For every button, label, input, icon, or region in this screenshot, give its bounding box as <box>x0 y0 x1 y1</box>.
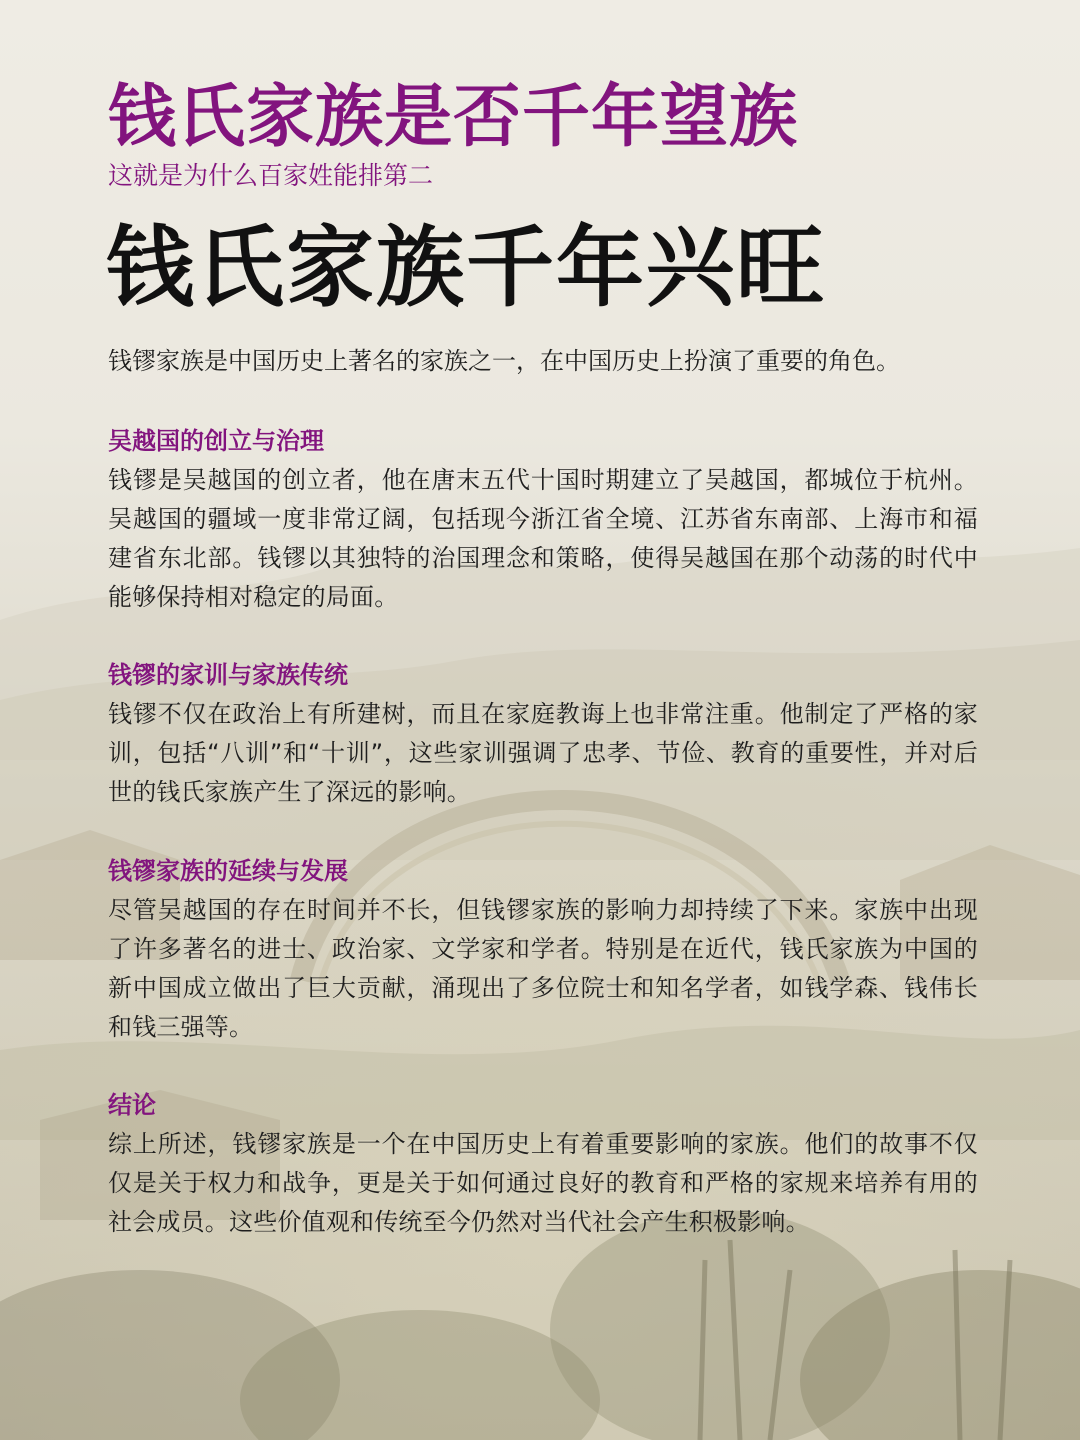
page-title: 钱氏家族是否千年望族 <box>108 78 799 157</box>
section-body: 综上所述，钱镠家族是一个在中国历史上有着重要影响的家族。他们的故事不仅仅是关于权力和战争，更是关于如何通过良好的教育和严格的家规来培养有用的社会成员。这些价值观和传统至今仍然对当代社会产生积极影响。 <box>108 1130 978 1236</box>
section-body: 尽管吴越国的存在时间并不长，但钱镠家族的影响力却持续了下来。家族中出现了许多著名的进士、政治家、文学家和学者。特别是在近代，钱氏家族为中国的新中国成立做出了巨大贡献，涌现出了多位院士和知名学者，如钱学森、钱伟长和钱三强等。 <box>108 896 978 1041</box>
section-founding <box>108 422 978 617</box>
section-heading: 钱镠家族的延续与发展 <box>108 857 348 885</box>
section-heading: 吴越国的创立与治理 <box>108 427 324 455</box>
section-heading: 钱镠的家训与家族传统 <box>108 661 348 689</box>
headline: 钱氏家族千年兴旺 <box>106 216 827 319</box>
subtitle: 这就是为什么百家姓能排第二 <box>108 161 434 190</box>
intro-paragraph: 钱镠家族是中国历史上著名的家族之一，在中国历史上扮演了重要的角色。 <box>108 347 900 375</box>
section-heading: 结论 <box>108 1091 156 1119</box>
section-continuation <box>108 852 978 1047</box>
section-body: 钱镠是吴越国的创立者，他在唐末五代十国时期建立了吴越国，都城位于杭州。吴越国的疆域一度非常辽阔，包括现今浙江省全境、江苏省东南部、上海市和福建省东北部。钱镠以其独特的治国理念和策略，使得吴越国在那个动荡的时代中能够保持相对稳定的局面。 <box>108 466 978 611</box>
section-body: 钱镠不仅在政治上有所建树，而且在家庭教诲上也非常注重。他制定了严格的家训，包括“八训”和“十训”，这些家训强调了忠孝、节俭、教育的重要性，并对后世的钱氏家族产生了深远的影响。 <box>108 700 978 806</box>
section-family-precepts <box>108 656 978 812</box>
section-conclusion <box>108 1086 978 1242</box>
